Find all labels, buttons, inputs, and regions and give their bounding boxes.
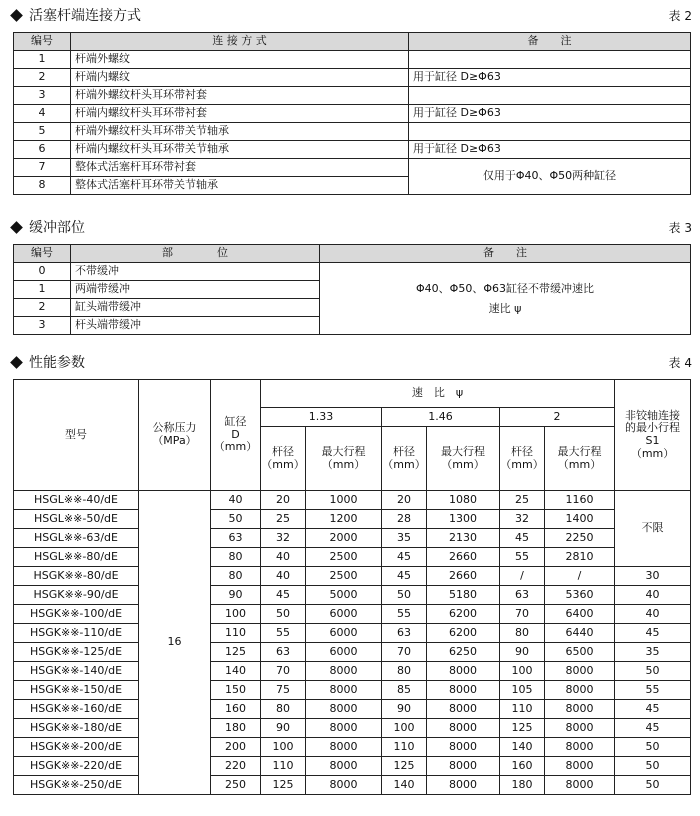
value-cell: 6400 xyxy=(545,605,615,624)
value-cell: 6000 xyxy=(306,624,382,643)
table-row: 5 杆端外螺纹杆头耳环带关节轴承 xyxy=(14,123,691,141)
value-cell: 8000 xyxy=(427,662,500,681)
value-cell: 32 xyxy=(261,529,306,548)
value-cell: 55 xyxy=(261,624,306,643)
value-cell: 250 xyxy=(211,776,261,795)
table-row xyxy=(14,491,691,510)
min-stroke-cell: 50 xyxy=(615,662,691,681)
table-row xyxy=(14,719,691,738)
header-note: 备 注 xyxy=(320,245,691,263)
value-cell: 6200 xyxy=(427,624,500,643)
value-cell: 90 xyxy=(211,586,261,605)
value-cell: 50 xyxy=(382,586,427,605)
value-cell: 140 xyxy=(382,776,427,795)
value-cell: 70 xyxy=(382,643,427,662)
value-cell: 8000 xyxy=(306,776,382,795)
section-title: 缓冲部位 xyxy=(8,218,85,238)
model-cell: HSGK※※-250/dE xyxy=(14,776,139,795)
model-cell: HSGK※※-180/dE xyxy=(14,719,139,738)
min-stroke-cell: 50 xyxy=(615,757,691,776)
model-cell: HSGK※※-110/dE xyxy=(14,624,139,643)
table-row xyxy=(14,529,691,548)
cushion-table xyxy=(13,244,691,335)
model-cell: HSGK※※-90/dE xyxy=(14,586,139,605)
value-cell: 105 xyxy=(500,681,545,700)
section-header-connection xyxy=(8,6,692,26)
value-cell: 110 xyxy=(211,624,261,643)
value-cell: 45 xyxy=(382,548,427,567)
value-cell: 125 xyxy=(211,643,261,662)
value-cell: 8000 xyxy=(427,776,500,795)
value-cell: 8000 xyxy=(306,662,382,681)
min-stroke-cell: 40 xyxy=(615,586,691,605)
value-cell: 85 xyxy=(382,681,427,700)
table-row xyxy=(14,510,691,529)
value-cell: 45 xyxy=(382,567,427,586)
value-cell: 100 xyxy=(261,738,306,757)
table-row xyxy=(14,586,691,605)
table-row xyxy=(14,624,691,643)
value-cell: 140 xyxy=(500,738,545,757)
value-cell: 90 xyxy=(261,719,306,738)
table-tag: 表 2 xyxy=(668,9,692,23)
header-no: 编号 xyxy=(14,33,71,51)
value-cell: 5360 xyxy=(545,586,615,605)
header-model: 型号 xyxy=(14,380,139,491)
value-cell: 6250 xyxy=(427,643,500,662)
pressure-cell: 16 xyxy=(139,491,211,795)
model-cell: HSGK※※-220/dE xyxy=(14,757,139,776)
value-cell: 180 xyxy=(500,776,545,795)
value-cell: / xyxy=(500,567,545,586)
value-cell: 2660 xyxy=(427,548,500,567)
section-header-cushion xyxy=(8,218,692,238)
value-cell: 80 xyxy=(382,662,427,681)
value-cell: 8000 xyxy=(427,738,500,757)
table-row: 2 缸头端带缓冲 xyxy=(14,299,691,317)
model-cell: HSGK※※-80/dE xyxy=(14,567,139,586)
value-cell: 45 xyxy=(261,586,306,605)
value-cell: 100 xyxy=(500,662,545,681)
value-cell: 50 xyxy=(261,605,306,624)
section-title: 性能参数 xyxy=(8,353,85,373)
value-cell: 2250 xyxy=(545,529,615,548)
header-stroke: 最大行程 （mm） xyxy=(427,427,500,491)
model-cell: HSGL※※-40/dE xyxy=(14,491,139,510)
header-part: 部 位 xyxy=(71,245,320,263)
value-cell: 1080 xyxy=(427,491,500,510)
section-title: 活塞杆端连接方式 xyxy=(8,6,141,26)
header-bore: 缸径 D （mm） xyxy=(211,380,261,491)
value-cell: 8000 xyxy=(427,700,500,719)
value-cell: 2000 xyxy=(306,529,382,548)
min-stroke-cell: 45 xyxy=(615,624,691,643)
value-cell: 200 xyxy=(211,738,261,757)
value-cell: 1200 xyxy=(306,510,382,529)
value-cell: 40 xyxy=(261,548,306,567)
value-cell: 100 xyxy=(382,719,427,738)
value-cell: 45 xyxy=(500,529,545,548)
value-cell: 35 xyxy=(382,529,427,548)
value-cell: 80 xyxy=(211,567,261,586)
value-cell: 90 xyxy=(382,700,427,719)
value-cell: 8000 xyxy=(306,700,382,719)
value-cell: 20 xyxy=(261,491,306,510)
value-cell: 25 xyxy=(500,491,545,510)
diamond-bullet-icon xyxy=(10,9,23,22)
header-rod: 杆径 （mm） xyxy=(382,427,427,491)
min-stroke-cell: 35 xyxy=(615,643,691,662)
value-cell: 50 xyxy=(211,510,261,529)
value-cell: 220 xyxy=(211,757,261,776)
value-cell: 40 xyxy=(261,567,306,586)
value-cell: 2500 xyxy=(306,548,382,567)
diamond-bullet-icon xyxy=(10,221,23,234)
table-row: 1 杆端外螺纹 xyxy=(14,51,691,69)
value-cell: 5000 xyxy=(306,586,382,605)
header-rod: 杆径 （mm） xyxy=(500,427,545,491)
value-cell: 125 xyxy=(382,757,427,776)
value-cell: 6000 xyxy=(306,643,382,662)
value-cell: 8000 xyxy=(545,738,615,757)
model-cell: HSGK※※-200/dE xyxy=(14,738,139,757)
model-cell: HSGL※※-63/dE xyxy=(14,529,139,548)
value-cell: 55 xyxy=(382,605,427,624)
value-cell: 8000 xyxy=(545,719,615,738)
value-cell: 2500 xyxy=(306,567,382,586)
header-speed-ratio: 速 比 ψ xyxy=(261,380,615,408)
model-cell: HSGK※※-125/dE xyxy=(14,643,139,662)
value-cell: 8000 xyxy=(427,757,500,776)
value-cell: 8000 xyxy=(427,681,500,700)
value-cell: 5180 xyxy=(427,586,500,605)
value-cell: 75 xyxy=(261,681,306,700)
header-method: 连 接 方 式 xyxy=(71,33,409,51)
value-cell: 6200 xyxy=(427,605,500,624)
table-row: 0 不带缓冲 Φ40、Φ50、Φ63缸径不带缓冲速比 速比 ψ xyxy=(14,263,691,281)
value-cell: 1300 xyxy=(427,510,500,529)
value-cell: 6500 xyxy=(545,643,615,662)
value-cell: 110 xyxy=(261,757,306,776)
connection-table xyxy=(13,32,691,195)
value-cell: 8000 xyxy=(545,776,615,795)
table-row xyxy=(14,757,691,776)
value-cell: 20 xyxy=(382,491,427,510)
model-cell: HSGK※※-150/dE xyxy=(14,681,139,700)
value-cell: / xyxy=(545,567,615,586)
value-cell: 125 xyxy=(261,776,306,795)
header-ratio-3: 2 xyxy=(500,408,615,427)
table-tag: 表 4 xyxy=(668,356,692,370)
value-cell: 55 xyxy=(500,548,545,567)
header-rod: 杆径 （mm） xyxy=(261,427,306,491)
cushion-note: Φ40、Φ50、Φ63缸径不带缓冲速比 速比 ψ xyxy=(320,263,691,335)
model-cell: HSGK※※-160/dE xyxy=(14,700,139,719)
min-stroke-cell: 55 xyxy=(615,681,691,700)
value-cell: 32 xyxy=(500,510,545,529)
value-cell: 63 xyxy=(261,643,306,662)
value-cell: 70 xyxy=(500,605,545,624)
value-cell: 80 xyxy=(500,624,545,643)
value-cell: 160 xyxy=(211,700,261,719)
value-cell: 2660 xyxy=(427,567,500,586)
table-row: 2 杆端内螺纹 用于缸径 D≥Φ63 xyxy=(14,69,691,87)
table-row xyxy=(14,662,691,681)
value-cell: 160 xyxy=(500,757,545,776)
model-cell: HSGK※※-140/dE xyxy=(14,662,139,681)
value-cell: 80 xyxy=(261,700,306,719)
table-tag: 表 3 xyxy=(668,221,692,235)
table-row xyxy=(14,738,691,757)
value-cell: 40 xyxy=(211,491,261,510)
value-cell: 25 xyxy=(261,510,306,529)
table-row: 3 杆头端带缓冲 xyxy=(14,317,691,335)
value-cell: 8000 xyxy=(306,757,382,776)
value-cell: 8000 xyxy=(545,681,615,700)
header-min-stroke: 非铰轴连接 的最小行程 S1 （mm） xyxy=(615,380,691,491)
value-cell: 125 xyxy=(500,719,545,738)
table-row: 4 杆端内螺纹杆头耳环带衬套 用于缸径 D≥Φ63 xyxy=(14,105,691,123)
table-row xyxy=(14,605,691,624)
min-stroke-cell: 45 xyxy=(615,700,691,719)
model-cell: HSGL※※-50/dE xyxy=(14,510,139,529)
table-row xyxy=(14,776,691,795)
min-stroke-unlimited: 不限 xyxy=(615,491,691,567)
section-header-performance xyxy=(8,353,692,373)
value-cell: 100 xyxy=(211,605,261,624)
header-no: 编号 xyxy=(14,245,71,263)
value-cell: 8000 xyxy=(545,757,615,776)
table-row xyxy=(14,548,691,567)
value-cell: 63 xyxy=(382,624,427,643)
header-ratio-2: 1.46 xyxy=(382,408,500,427)
table-row: 3 杆端外螺纹杆头耳环带衬套 xyxy=(14,87,691,105)
value-cell: 63 xyxy=(500,586,545,605)
value-cell: 90 xyxy=(500,643,545,662)
diamond-bullet-icon xyxy=(10,356,23,369)
performance-table xyxy=(13,379,691,795)
value-cell: 28 xyxy=(382,510,427,529)
value-cell: 8000 xyxy=(427,719,500,738)
value-cell: 8000 xyxy=(306,738,382,757)
value-cell: 63 xyxy=(211,529,261,548)
model-cell: HSGL※※-80/dE xyxy=(14,548,139,567)
table-row xyxy=(14,567,691,586)
min-stroke-cell: 50 xyxy=(615,738,691,757)
value-cell: 180 xyxy=(211,719,261,738)
header-note: 备 注 xyxy=(409,33,691,51)
value-cell: 6000 xyxy=(306,605,382,624)
value-cell: 1000 xyxy=(306,491,382,510)
value-cell: 110 xyxy=(500,700,545,719)
value-cell: 70 xyxy=(261,662,306,681)
min-stroke-cell: 50 xyxy=(615,776,691,795)
table-row: 1 两端带缓冲 xyxy=(14,281,691,299)
table-row: 7 整体式活塞杆耳环带衬套 仅用于Φ40、Φ50两种缸径 xyxy=(14,159,691,177)
value-cell: 2130 xyxy=(427,529,500,548)
header-ratio-1: 1.33 xyxy=(261,408,382,427)
value-cell: 150 xyxy=(211,681,261,700)
table-row xyxy=(14,681,691,700)
value-cell: 8000 xyxy=(545,700,615,719)
merged-note: 仅用于Φ40、Φ50两种缸径 xyxy=(409,159,691,195)
header-stroke: 最大行程 （mm） xyxy=(545,427,615,491)
table-row xyxy=(14,700,691,719)
table-row xyxy=(14,643,691,662)
header-pressure: 公称压力 （MPa） xyxy=(139,380,211,491)
model-cell: HSGK※※-100/dE xyxy=(14,605,139,624)
value-cell: 8000 xyxy=(545,662,615,681)
value-cell: 110 xyxy=(382,738,427,757)
value-cell: 6440 xyxy=(545,624,615,643)
value-cell: 80 xyxy=(211,548,261,567)
min-stroke-cell: 30 xyxy=(615,567,691,586)
value-cell: 1160 xyxy=(545,491,615,510)
value-cell: 2810 xyxy=(545,548,615,567)
table-row: 8 整体式活塞杆耳环带关节轴承 xyxy=(14,177,691,195)
value-cell: 8000 xyxy=(306,681,382,700)
min-stroke-cell: 40 xyxy=(615,605,691,624)
value-cell: 140 xyxy=(211,662,261,681)
value-cell: 1400 xyxy=(545,510,615,529)
header-stroke: 最大行程 （mm） xyxy=(306,427,382,491)
table-row: 6 杆端内螺纹杆头耳环带关节轴承 用于缸径 D≥Φ63 xyxy=(14,141,691,159)
min-stroke-cell: 45 xyxy=(615,719,691,738)
value-cell: 8000 xyxy=(306,719,382,738)
